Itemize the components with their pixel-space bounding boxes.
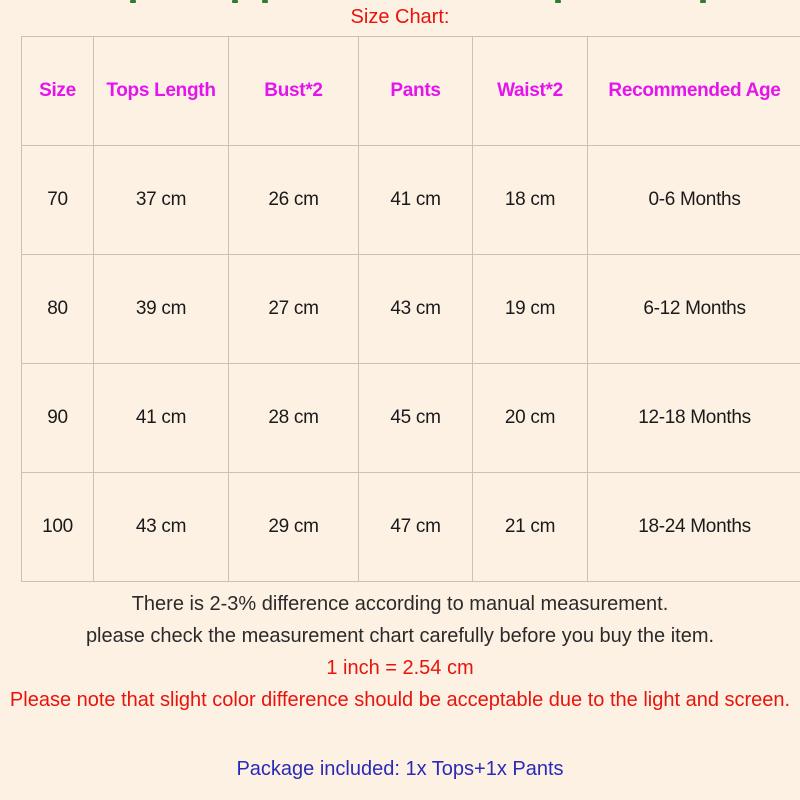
cell-recommended-age: 12-18 Months bbox=[588, 364, 800, 473]
cell-waist: 18 cm bbox=[473, 146, 588, 255]
package-included-text: Package included: 1x Tops+1x Pants bbox=[236, 758, 564, 780]
table-row bbox=[22, 364, 800, 473]
cell-recommended-age: 6-12 Months bbox=[588, 255, 800, 364]
cell-pants: 45 cm bbox=[359, 364, 473, 473]
cell-waist: 20 cm bbox=[473, 364, 588, 473]
cell-bust: 28 cm bbox=[229, 364, 359, 473]
strip-segment bbox=[232, 0, 238, 3]
strip-segment bbox=[262, 0, 268, 3]
cell-bust: 27 cm bbox=[229, 255, 359, 364]
cell-pants: 41 cm bbox=[359, 146, 473, 255]
header-recommended-age: Recommended Age bbox=[588, 37, 800, 146]
strip-segment bbox=[555, 0, 561, 3]
table-header-row bbox=[22, 37, 800, 146]
strip-segment bbox=[700, 0, 706, 3]
header-tops-length: Tops Length bbox=[94, 37, 229, 146]
size-chart-table bbox=[21, 36, 800, 582]
cell-tops-length: 39 cm bbox=[94, 255, 229, 364]
cell-size: 90 bbox=[22, 364, 94, 473]
cell-size: 70 bbox=[22, 146, 94, 255]
cell-tops-length: 43 cm bbox=[94, 473, 229, 582]
cell-size: 100 bbox=[22, 473, 94, 582]
note-check-chart: please check the measurement chart carefully before you buy the item. bbox=[85, 625, 715, 647]
cell-pants: 43 cm bbox=[359, 255, 473, 364]
cell-pants: 47 cm bbox=[359, 473, 473, 582]
size-chart-title: Size Chart: bbox=[350, 6, 450, 28]
measurement-notes bbox=[0, 588, 800, 716]
header-pants: Pants bbox=[359, 37, 473, 146]
note-color-difference: Please note that slight color difference should be acceptable due to the light and screen. bbox=[9, 689, 791, 711]
top-decorative-strip bbox=[0, 0, 800, 4]
cell-bust: 29 cm bbox=[229, 473, 359, 582]
cell-waist: 21 cm bbox=[473, 473, 588, 582]
header-bust: Bust*2 bbox=[229, 37, 359, 146]
table-row bbox=[22, 473, 800, 582]
strip-segment bbox=[130, 0, 136, 3]
cell-recommended-age: 0-6 Months bbox=[588, 146, 800, 255]
note-difference: There is 2-3% difference according to manual measurement. bbox=[131, 593, 669, 615]
table-row bbox=[22, 255, 800, 364]
cell-tops-length: 37 cm bbox=[94, 146, 229, 255]
cell-waist: 19 cm bbox=[473, 255, 588, 364]
cell-recommended-age: 18-24 Months bbox=[588, 473, 800, 582]
header-size: Size bbox=[22, 37, 94, 146]
cell-tops-length: 41 cm bbox=[94, 364, 229, 473]
cell-size: 80 bbox=[22, 255, 94, 364]
note-inch-conversion: 1 inch = 2.54 cm bbox=[326, 657, 474, 679]
header-waist: Waist*2 bbox=[473, 37, 588, 146]
cell-bust: 26 cm bbox=[229, 146, 359, 255]
table-row bbox=[22, 146, 800, 255]
